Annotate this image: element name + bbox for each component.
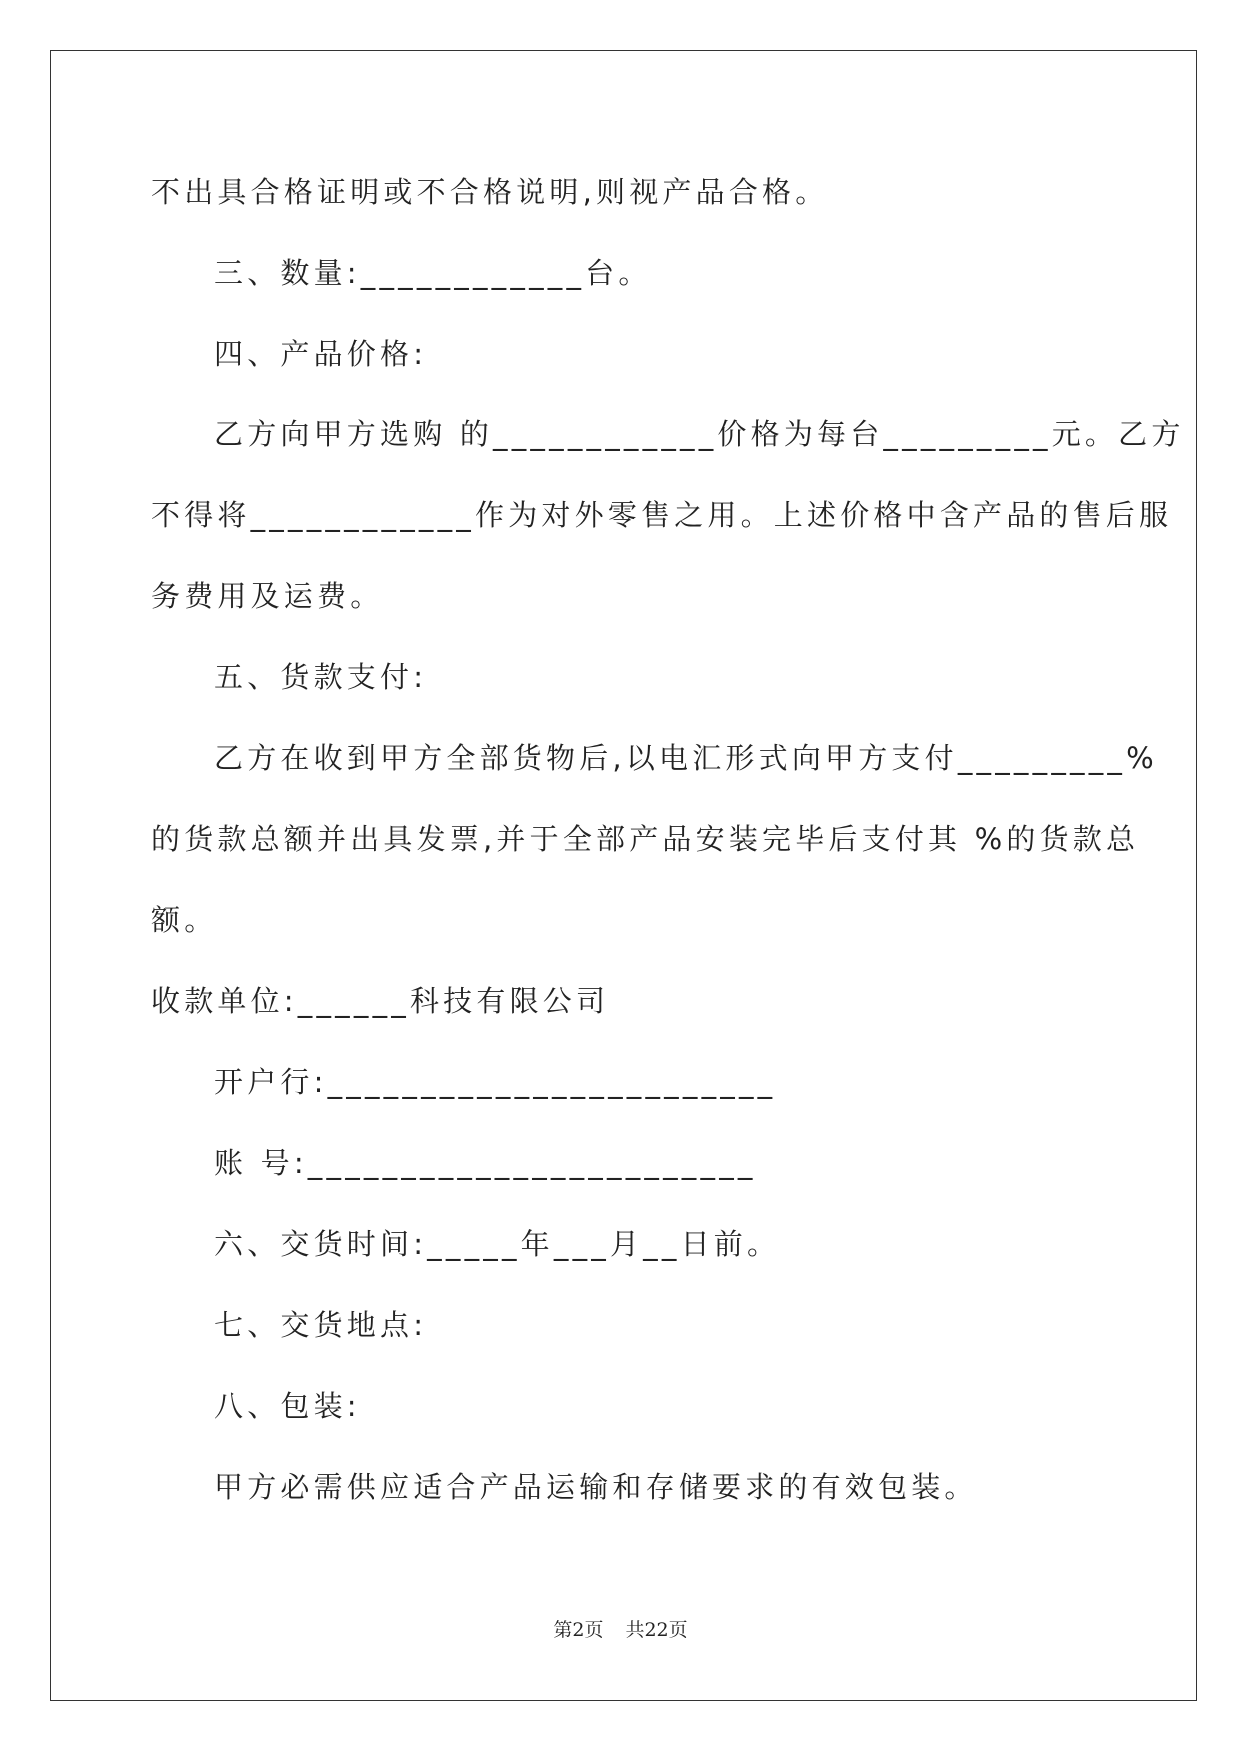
page-border [50, 50, 1197, 1701]
text-line-13: 账 号:________________________ [214, 1146, 757, 1180]
text-line-10: 额。 [151, 903, 218, 937]
text-line-6: 务费用及运费。 [151, 579, 384, 613]
text-line-17: 甲方必需供应适合产品运输和存储要求的有效包装。 [214, 1470, 978, 1504]
text-line-2: 三、数量:____________台。 [214, 256, 652, 290]
text-line-3: 四、产品价格: [214, 337, 428, 371]
text-line-16: 八、包装: [214, 1389, 361, 1423]
text-line-8: 乙方在收到甲方全部货物后,以电汇形式向甲方支付_________% [214, 741, 1158, 775]
text-line-9: 的货款总额并出具发票,并于全部产品安装完毕后支付其 %的货款总 [151, 822, 1140, 856]
page-footer [0, 1615, 1241, 1642]
text-line-11: 收款单位:______科技有限公司 [151, 984, 610, 1018]
text-line-12: 开户行:________________________ [214, 1065, 777, 1099]
text-line-4: 乙方向甲方选购 的____________价格为每台_________元。乙方 [214, 417, 1185, 451]
page-total: 共22页 [625, 1619, 688, 1641]
text-line-7: 五、货款支付: [214, 660, 428, 694]
text-line-1: 不出具合格证明或不合格说明,则视产品合格。 [151, 175, 829, 209]
text-line-5: 不得将____________作为对外零售之用。上述价格中含产品的售后服 [151, 498, 1173, 532]
text-line-15: 七、交货地点: [214, 1308, 428, 1342]
text-line-14: 六、交货时间:_____年___月__日前。 [214, 1227, 781, 1261]
page-number: 第2页 [553, 1619, 604, 1641]
